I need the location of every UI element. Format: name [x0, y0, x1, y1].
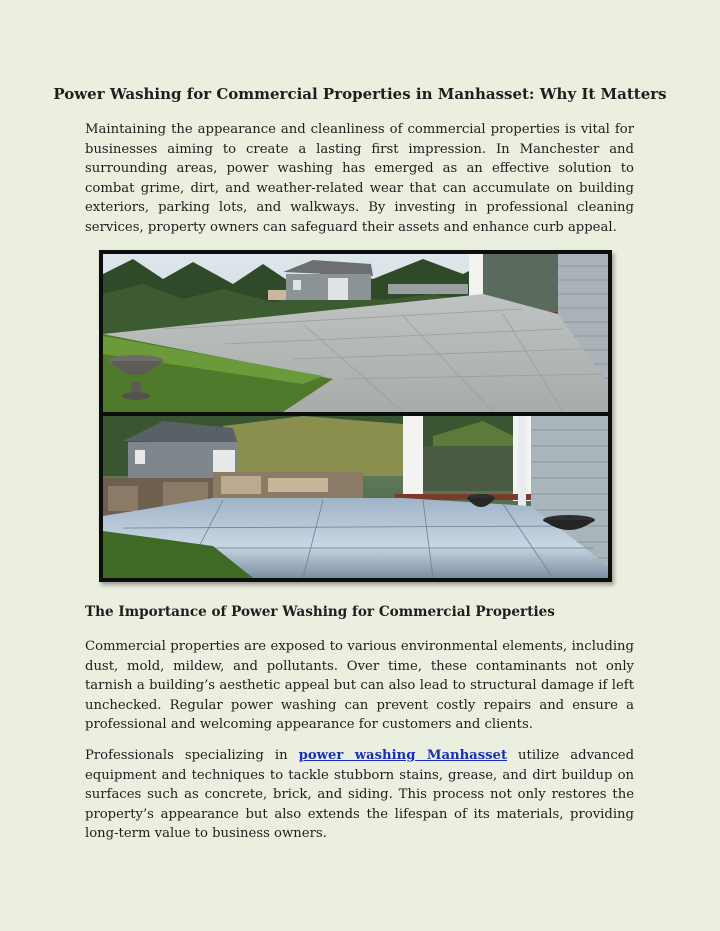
page-title: Power Washing for Commercial Properties in Manhasset: Why It Matters: [53, 85, 667, 103]
before-photo: [103, 254, 608, 412]
professionals-paragraph: [85, 746, 634, 844]
power-washing-manhasset-link[interactable]: power washing Manhasset: [298, 748, 508, 763]
importance-paragraph: Commercial properties are exposed to various environmental elements, including dust, mold, mildew, and pollutants. Over time, these contaminants not only tarnish a building’s aesthetic appeal but can also lead to structural damage if left unchecked. Regular power washing can prevent costly repairs and ensure a professional and welcoming appearance for customers and clients.: [85, 639, 634, 732]
section-heading: The Importance of Power Washing for Commercial Properties: [85, 604, 555, 620]
intro-paragraph: Maintaining the appearance and cleanliness of commercial properties is vital for businesses aiming to create a lasting first impression. In Manchester and surrounding areas, power washing has emerged as an effective solution to combat grime, dirt, and weather-related wear that can accumulate on building exteriors, parking lots, and walkways. By investing in professional cleaning services, property owners can safeguard their assets and enhance curb appeal.: [85, 122, 634, 235]
after-photo: [103, 416, 608, 578]
patio-photo-illustration: [103, 254, 608, 578]
para3-before-link: Professionals specializing in: [85, 748, 299, 763]
para3-after-link: utilize advanced equipment and techniques to tackle stubborn stains, grease, and dirt buildup on surfaces such as concrete, brick, and siding. This process not only restores the property’s appearance but also extends the lifespan of its materials, providing long-term value to business owners.: [85, 748, 635, 841]
before-after-photo: [99, 250, 612, 582]
